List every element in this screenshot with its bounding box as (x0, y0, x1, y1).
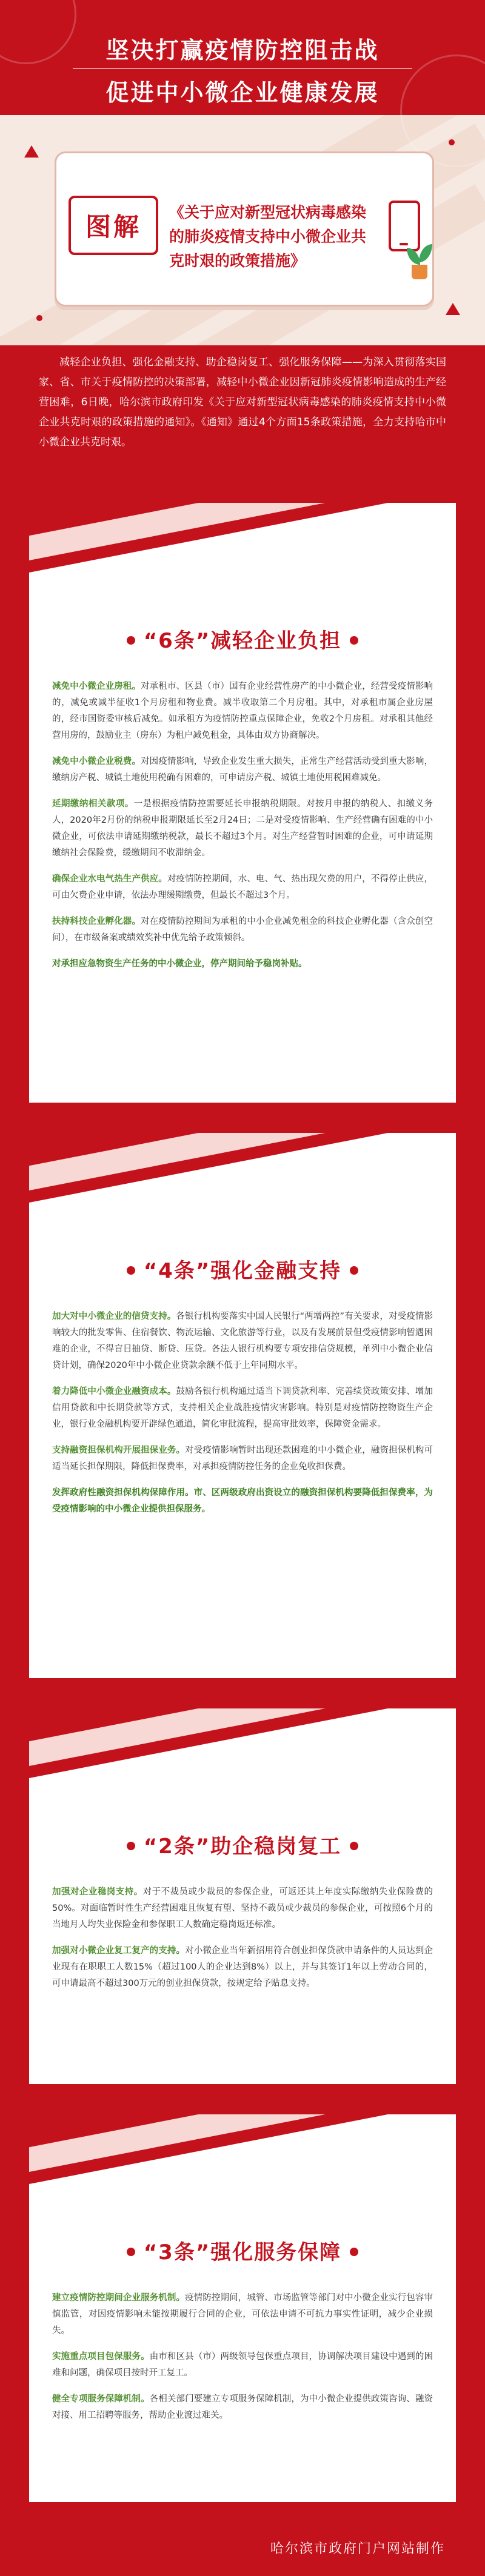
paragraph: 加强对企业稳岗支持。对于不裁员或少裁员的参保企业，可返还其上年度实际缴纳失业保险费的50%。对面临暂时性生产经营困难且恢复有望、坚持不裁员或少裁员的参保企业，可按照6个月的当地月人均失业保险金和参保职工人数确定稳岗返还标准。 (52, 1887, 433, 1930)
section-title: “6条”减轻企业负担 (29, 624, 456, 654)
tuijie-badge (69, 196, 158, 255)
footer-credit: 哈尔滨市政府门户网站制作 (270, 2541, 445, 2557)
section-title: “3条”强化服务保障 (29, 2236, 456, 2265)
intro-text: 减轻企业负担、强化金融支持、助企稳岗复工、强化服务保障——为深入贯彻落实国家、省、市关于疫情防控的决策部署，减轻中小微企业因新冠肺炎疫情影响造成的生产经营困难，6日晚，哈尔滨市政府印发《关于应对新型冠状病毒感染的肺炎疫情支持中小微企业共克时艰的政策措施的通知》。《通知》通过4个方面15条政策措施，全力支持哈市中小微企业共克时艰。 (39, 356, 446, 448)
section-financial-support (29, 1133, 456, 1678)
policy-card (55, 151, 434, 307)
section-title: “2条”助企稳岗复工 (29, 1830, 456, 1859)
title-line-2: 促进中小微企业健康发展 (105, 79, 380, 106)
section-body (52, 679, 433, 982)
paragraph: 确保企业水电气热生产供应。对疫情防控期间，水、电、气、热出现欠费的用户，不得停止供应，可由欠费企业申请，依法办理缓期缴费，但最长不超过3个月。 (52, 874, 433, 900)
paragraph: 加强对小微企业复工复产的支持。对小微企业当年新招用符合创业担保贷款申请条件的人员达到企业现有在职职工人数15%（超过100人的企业达到8%）以上，并与其签订1年以上劳动合同的，可申请最高不超过300万元的创业担保贷款，按规定给予贴息支持。 (52, 1946, 433, 1988)
paragraph: 健全专项服务保障机制。各相关部门要建立专项服务保障机制，为中小微企业提供政策咨询、融资对接、用工招聘等服务，帮助企业渡过难关。 (52, 2394, 433, 2420)
badge-label: 图解 (85, 212, 141, 242)
paragraph-highlight: 发挥政府性融资担保机构保障作用。市、区两级政府出资设立的融资担保机构要降低担保费率，为受疫情影响的中小微企业提供担保服务。 (52, 1488, 433, 1514)
section-title: “4条”强化金融支持 (29, 1254, 456, 1284)
paragraph: 延期缴纳相关款项。一是根据疫情防控需要延长申报纳税期限。对按月申报的纳税人、扣缴义务人，2020年2月份的纳税申报期限延长至2月24日；二是对受疫情影响、生产经营确有困难的中小微企业，可依法申请延期缴纳税款，最长不超过3个月。对生产经营暂时困难的企业，可申请延期缴纳社会保险费，缓缴期间不收滞纳金。 (52, 799, 433, 858)
section-body (52, 2290, 433, 2434)
paragraph: 支持融资担保机构开展担保业务。对受疫情影响暂时出现还款困难的中小微企业，融资担保机构可适当延长担保期限，降低担保费率，对承担疫情防控任务的企业免收担保费。 (52, 1446, 433, 1472)
paragraph: 减免中小微企业税费。对因疫情影响，导致企业发生重大损失，正常生产经营活动受到重大影响，缴纳房产税、城镇土地使用税确有困难的，可申请房产税、城镇土地使用税困难减免。 (52, 757, 433, 783)
section-body (52, 1309, 433, 1527)
title-band (0, 0, 485, 115)
title-line-1: 坚决打赢疫情防控阻击战 (105, 37, 380, 64)
policy-title: 《关于应对新型冠状病毒感染的肺炎疫情支持中小微企业共克时艰的政策措施》 (169, 204, 367, 270)
header (0, 0, 485, 345)
paragraph: 实施重点项目包保服务。由市和区县（市）两级领导包保重点项目，协调解决项目建设中遇到的困难和问题，确保项目按时开工复工。 (52, 2352, 433, 2378)
section-service-guarantee (29, 2114, 456, 2502)
section-stabilize-jobs (29, 1708, 456, 2084)
paragraph: 减免中小微企业房租。对承租市、区县（市）国有企业经营性房产的中小微企业，经营受疫情影响的，减免或减半征收1个月房租和物业费。减半收取第二个月房租。其中，对承租市属企业房屋的，经市国资委审核后减免。如承租方为疫情防控重点保障企业，免收2个月房租。对承租其他经营用房的，鼓励业主（房东）为租户减免租金，具体由双方协商解决。 (52, 682, 433, 740)
paragraph: 着力降低中小微企业融资成本。鼓励各银行机构通过适当下调贷款利率、完善续贷政策安排、增加信用贷款和中长期贷款等方式，支持相关企业战胜疫情灾害影响。特别是对疫情防控物资生产企业，银行业金融机构要开辟绿色通道，简化审批流程，提高审批效率，保障资金需求。 (52, 1387, 433, 1429)
paragraph: 建立疫情防控期间企业服务机制。疫情防控期间，城管、市场监管等部门对中小微企业实行包容审慎监管，对因疫情影响未能按期履行合同的企业，可依法申请不可抗力事实性证明，减少企业损失。 (52, 2293, 433, 2335)
paragraph: 加大对中小微企业的信贷支持。各银行机构要落实中国人民银行“两增两控”有关要求，对受疫情影响较大的批发零售、住宿餐饮、物流运输、文化旅游等行业，以及有发展前景但受疫情影响暂遇困难的企业，不得盲目抽贷、断贷、压贷。各法人银行机构要专项安排信贷规模，单列中小微企业信贷计划，确保2020年中小微企业贷款余额不低于上年同期水平。 (52, 1312, 433, 1370)
section-body (52, 1884, 433, 2002)
plant-icon (404, 244, 435, 281)
paragraph-highlight: 对承担应急物资生产任务的中小微企业，停产期间给予稳岗补贴。 (52, 959, 307, 969)
footer (0, 2526, 485, 2576)
paragraph: 扶持科技企业孵化器。对在疫情防控期间为承租的中小企业减免租金的科技企业孵化器（含众创空间），在市级备案或绩效奖补中优先给予政策倾斜。 (52, 917, 433, 943)
section-reduce-burden (29, 503, 456, 1103)
